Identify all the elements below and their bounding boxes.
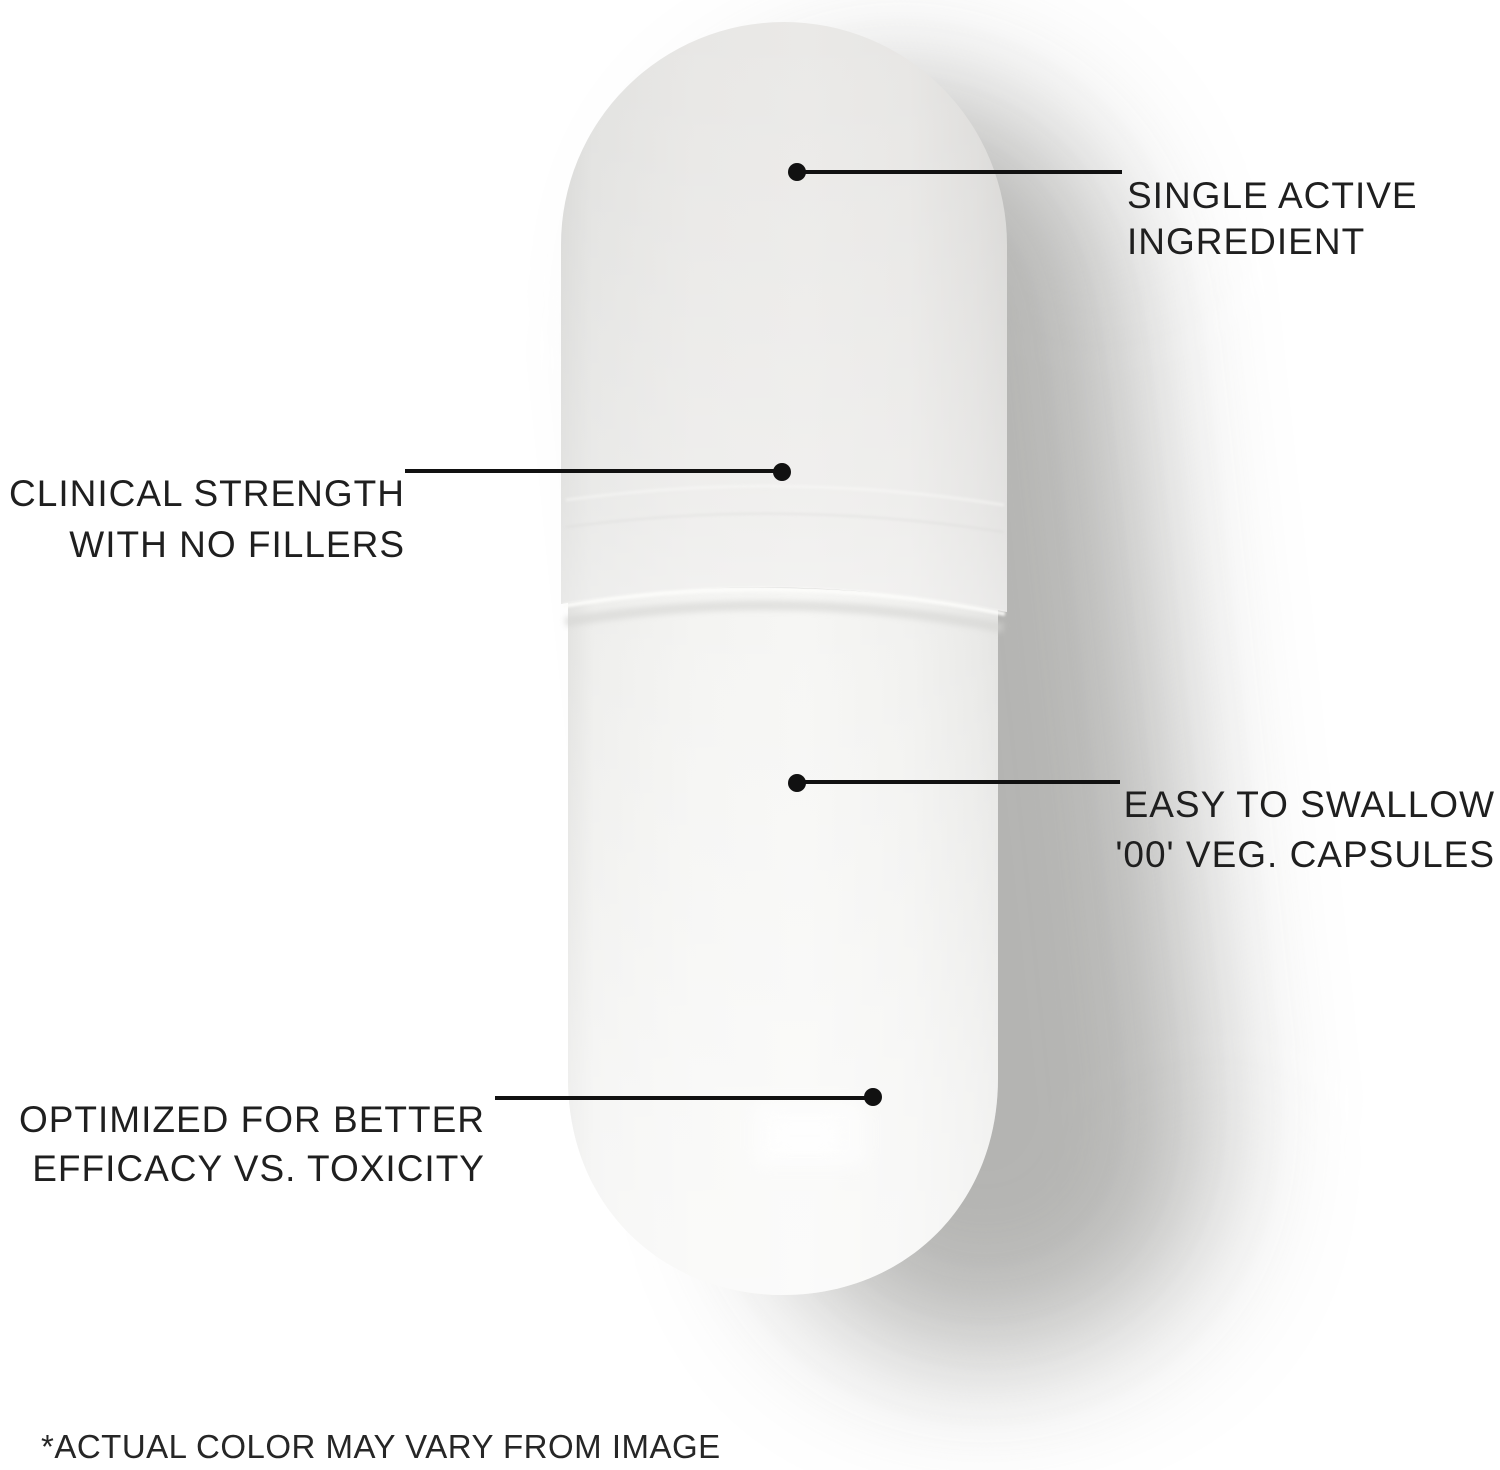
callout-easy-to-swallow — [1115, 780, 1495, 880]
callout-text-line: EASY TO SWALLOW — [1123, 784, 1495, 825]
leader-line-optimized — [495, 1096, 873, 1100]
leader-line-single-active — [797, 170, 1122, 174]
callout-clinical-strength — [9, 468, 405, 570]
capsule-body-sheen — [568, 588, 998, 1295]
disclaimer-text: *ACTUAL COLOR MAY VARY FROM IMAGE — [41, 1428, 721, 1465]
callout-single-active-ingredient — [1127, 173, 1418, 265]
leader-line-clinical — [405, 469, 782, 473]
leader-line-easy-swallow — [797, 780, 1120, 784]
callout-text-line: CLINICAL STRENGTH — [9, 473, 405, 514]
capsule-highlight — [770, 1118, 840, 1154]
callout-text-line: EFFICACY VS. TOXICITY — [32, 1148, 485, 1189]
callout-text-line: OPTIMIZED FOR BETTER — [18, 1099, 485, 1140]
callout-text-line: WITH NO FILLERS — [69, 524, 405, 565]
callout-optimized-efficacy — [19, 1095, 485, 1193]
callout-text-line: SINGLE ACTIVE — [1127, 175, 1418, 216]
callout-text-line: INGREDIENT — [1127, 221, 1366, 262]
callout-text-line: '00' VEG. CAPSULES — [1115, 834, 1495, 875]
